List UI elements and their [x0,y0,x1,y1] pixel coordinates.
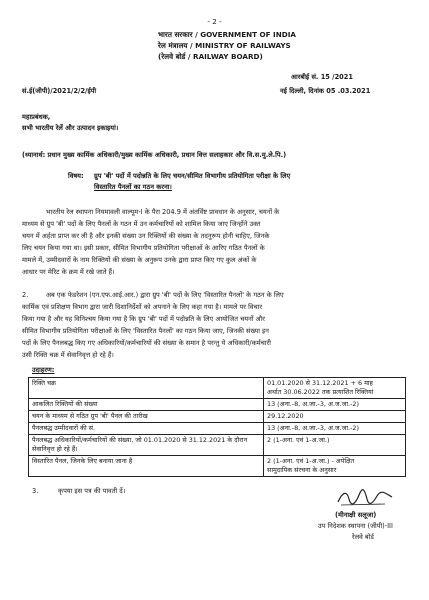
para2-line: पदों के लिए पैनलबद्ध किए गए अधिकारियों/कर्मचारियों की संख्या के समान है परन्तु ये अधिकारी/कर्मचारी [22,339,271,347]
para1-line: लिए चयन किया गया था। इसी प्रकार, सीमित विभागीय प्रतियोगिता परीक्षाओं के आरिए गठित पैनलों के [22,244,265,252]
signatory-name: (मीनाक्षी सलूजा) [335,511,377,519]
table-cell-value [264,399,406,411]
signatory-office: रेलवे बोर्ड [352,533,374,541]
subject-line-2: विस्तारित पैनलों का गठन करना। [94,183,172,191]
table-row [29,435,406,456]
para2-line: उसी रिक्ति चक्र में सेवानिवृत्त हो रहे हैं। [22,351,114,359]
table-cell-value [264,456,406,477]
handwritten-signature [335,487,395,509]
value-line: 13 (अना.-8, अ.जा.-3, अ.ज.जा.-2) [267,424,359,432]
para1-line: माध्यम से ग्रुप 'बी' पदों के लिए पैनलों के गठन में उन कर्मचारियों को शामिल किया जाए जिन्होंने उक्त [22,220,261,228]
rbe-number: आरबीई सं. 15 /2021 [291,73,353,81]
table-cell-label: पैनलबद्ध उम्मीदवारों की सं. [29,423,264,435]
table-row [29,378,406,399]
table-row [29,399,406,411]
value-line: 29.12.2020 [267,412,304,420]
file-number: सं.ई(जीपी)/2021/2/2/ईपी [22,87,97,95]
para1-line: भारतीय रेल स्थापना नियमावली वाल्यूम-I के पैरा 204.9 में अंतर्विष्ट प्रावधान के अनुसार, चयनों के [46,208,280,216]
para2-line: सीमित विभागीय प्रतियोगिता परीक्षाओं के लिए 'विस्तारित पैनलों' का गठन किया जाए, जिनकी संख्या इन [22,327,269,335]
table-cell-value [264,423,406,435]
page-number: - 2 - [207,17,222,26]
issue-date: नई दिल्ली, दिनांक 05 .03.2021 [280,87,371,95]
attention-line: (ध्यानार्थ: प्रधान मुख्य कार्मिक अधिकारी/मुख्य कार्मिक अधिकारी, प्रधान वित्त सलाहकार और वि.स.मु.ले.पि.) [22,151,287,159]
table-cell-label: रिक्ति चक्र [29,378,264,399]
para1-line: मामले में, उम्मीदवारों के नाम रिक्तियों की संख्या के अनुरूप उनके द्वारा प्राप्त किए गए कुल अंकों के [22,256,257,264]
subject-label: विषय: [68,172,84,180]
value-line: 13 (अना.-8, अ.जा.-3, अ.ज.जा.-2) [267,400,359,408]
table-cell-label: विस्तारित पैनल, जिनके लिए बनाया जाना है [29,456,264,477]
signatory-designation: उप निदेशक स्थापना (जीपी)-III [318,522,393,530]
table-cell-value [264,411,406,423]
para3-text: कृपया इस पत्र की पावती दें। [58,487,126,495]
table-row [29,411,406,423]
value-line: 2 (1-अना. एवं 1-अ.जा.) [267,436,330,444]
value-line: सामुदायिक संरचना के अनुसार [267,466,337,474]
header-line-government: भारत सरकार / GOVERNMENT OF INDIA [158,30,296,39]
example-table [28,377,406,477]
table-cell-label: पैनलबद्ध अधिकारियों/कर्मचारियों की संख्या, जो 01.01.2020 से 31.12.2021 के दौरान सेवानिवृत्त हो रहे हैं। [29,435,264,456]
value-line: 01.01.2020 से 31.12.2021 + 6 माह [267,379,373,387]
para2-line: कार्मिक एवं प्रशिक्षण विभाग द्वारा जारी दिशानिर्देशों को अपनाने के लिए कहा गया है। मामले पर विचार [22,303,263,311]
para2-line: अब एक फेडरेशन (एन.एफ.आई.आर.) द्वारा ग्रुप 'बी' पदों के लिए 'विस्तारित पैनलों' के गठन के लिए [46,291,284,299]
header-line-ministry: रेल मंत्रालय / MINISTRY OF RAILWAYS [158,41,291,50]
value-line: अर्थात 30.06.2022 तक प्रत्याशित रिक्तियां [267,388,374,396]
addressee-recipients: सभी भारतीय रेलें और उत्पादन इकाइयां। [22,124,119,132]
para2-number: 2. [22,291,29,299]
header-line-board: (रेलवे बोर्ड / RAILWAY BOARD) [158,52,263,61]
subject-line-1: ग्रुप 'बी' पदों में पदोन्नति के लिए चयन/सीमित विभागीय प्रतियोगिता परीक्षा के लिए [94,172,291,180]
value-line: 2 (1-अना. एवं 1-अ.जा.) - अपेक्षित [267,457,355,465]
addressee-title: महाप्रबंधक, [22,113,51,121]
table-cell-label: आकलित रिक्तियों की संख्या [29,399,264,411]
table-cell-label: चयन के माध्यम से गठित ग्रुप 'बी' पैनल की तारीख [29,411,264,423]
para3-number: 3. [32,487,39,495]
table-row [29,423,406,435]
example-heading: उदाहरण: [32,366,55,374]
para1-line: आधार पर मेरिट के क्रम में रखे जाते हैं। [22,268,115,276]
para1-line: चयन में अर्हता प्राप्त कर ली है और इनकी संख्या उन रिक्तियों की संख्या के तदनुरूप होनी चाहिए, जिनके [22,232,270,240]
table-row [29,456,406,477]
para2-line: किया गया है और यह विनिश्चय किया गया है कि ग्रुप 'बी' पदों में पदोन्नति के लिए आयोजित चयनों और [22,315,265,323]
table-cell-value [264,435,406,456]
table-cell-value [264,378,406,399]
